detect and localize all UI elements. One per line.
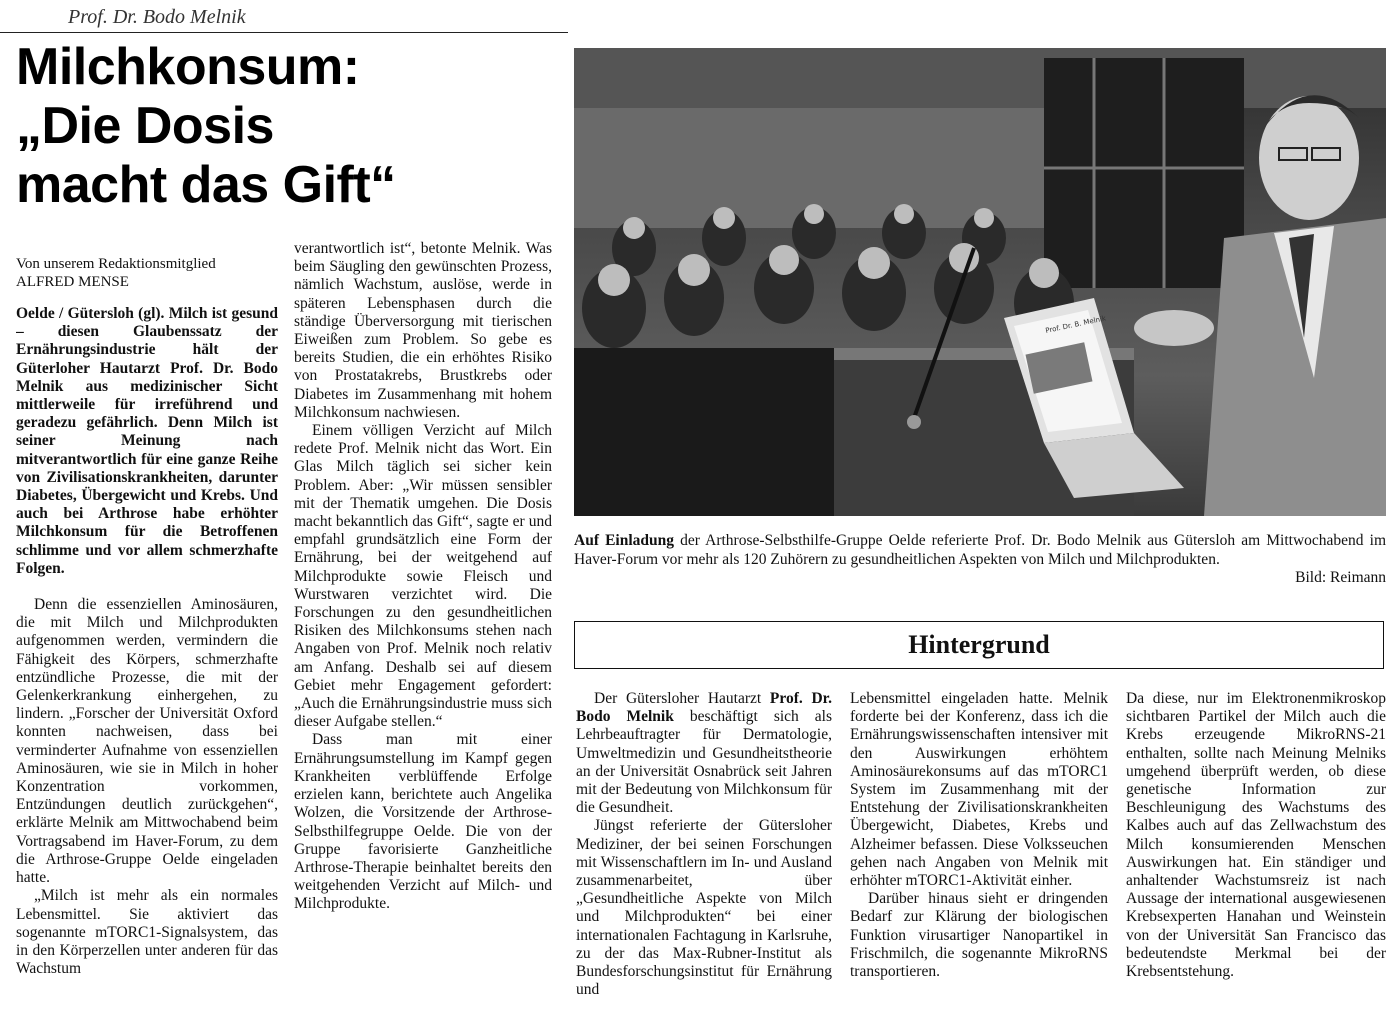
- article-column-1: [16, 305, 278, 1015]
- hintergrund-column-2: [850, 690, 1108, 1016]
- article-paragraph: Dass man mit einer Ernährungsumstellung im Kampf gegen Krankheiten verblüffende Erfolge erzielen kann, berichtete auch Angelika Wolzen, die Vorsitzende der Arthrose-Selbsthilfegruppe Oelde. Die von der Gruppe favorisierte Ganzheitliche Arthrose-Therapie beinhaltet bereits den weitgehenden Verzicht auf Milch- und Milchprodukte.: [294, 731, 552, 913]
- article-paragraph: verantwortlich ist“, betonte Melnik. Was beim Säugling den gewünschten Prozess, nämlich Wachstum, auslöse, werde in späteren Lebensphasen durch die ständige Überversorgung mit tierischen Eiweißen zum Problem. So gebe es bereits Studien, die ein erhöhtes Risiko von Prostatakrebs, Brustkrebs oder Diabetes im Zusammenhang mit hohem Milchkonsum nachwiesen.: [294, 240, 552, 421]
- hintergrund-title: Hintergrund: [574, 621, 1384, 669]
- headline: [16, 38, 564, 238]
- article-paragraph: „Milch ist mehr als ein normales Lebensmittel. Sie aktiviert das sogenannte mTORC1-Signalsystem, das in den Körperzellen unter anderen für das Wachstum: [16, 887, 278, 978]
- laptop-screen-text: Prof. Dr. B. Melnik: [1044, 314, 1107, 335]
- article-paragraph: Denn die essenziellen Aminosäuren, die mit Milch und Milchprodukten aufgenommen werden, vermindern die Fähigkeit des Körpers, schmerzhafte entzündliche Prozesse, die mit der Gelenkerkrankung einhergehen, zu lindern. „Forscher der Universität Oxford konnten nachweisen, dass bei verminderter Aufnahme von essenziellen Aminosäuren, wie sie in Milch in hoher Konzentration vorkommen, Entzündungen deutlich zurückgehen“, erklärte Melnik am Mittwochabend beim Vortragsabend im Haver-Forum, zu dem die Arthrose-Gruppe Oelde eingeladen hatte.: [16, 596, 278, 887]
- author-name: Prof. Dr. Bodo Melnik: [68, 6, 246, 28]
- headline-line-2: „Die Dosis: [16, 97, 274, 155]
- headline-line-3: macht das Gift“: [16, 156, 396, 214]
- header-rule: [0, 32, 568, 33]
- hintergrund-paragraph: Darüber hinaus sieht er dringenden Bedarf zur Klärung der biologischen Funktion virusartiger Nanopartikel in Frischmilch, die sogenannte MikroRNS transportieren.: [850, 890, 1108, 981]
- hintergrund-person: Prof. Dr. Bodo Melnik: [576, 690, 832, 726]
- hintergrund-paragraph: Da diese, nur im Elektronenmikroskop sichtbaren Partikel der Milch auch die Krebs erzeugende MikroRNS-21 enthalten, sollte nach Meinung Melniks umgehend überprüft werden, ob diese genetische Information zur Beschleunigung des Wachstums des Kalbes auch auf das Zellwachstum des Milch konsumierenden Menschen Auswirkungen hat. Ein ständiger und anhaltender Wachstumsreiz ist nach Aussage der international ausgewiesenen Krebsexperten Hanahan und Weinstein von der Universität San Francisco das bedeutendste Merkmal bei der Krebsentstehung.: [1126, 690, 1386, 981]
- hintergrund-column-3: [1126, 690, 1386, 1016]
- article-lead: Oelde / Gütersloh (gl). Milch ist gesund – diesen Glaubenssatz der Ernährungsindustrie hält der Güterloher Hautarzt Prof. Dr. Bodo Melnik aus medizinischer Sicht mittlerweile für irreführend und geradezu gefährlich. Denn Milch ist seiner Meinung nach mitverantwortlich für eine ganze Reihe von Zivilisationskrankheiten, darunter Diabetes, Übergewicht und Krebs. Und auch bei Arthrose habe erhöhter Milchkonsum für die Betroffenen schlimme und vor allem schmerzhafte Folgen.: [16, 305, 278, 577]
- headline-line-1: Milchkonsum:: [16, 38, 360, 96]
- hintergrund-paragraph: Jüngst referierte der Gütersloher Mediziner, der bei seinen Forschungen mit Wissenschaftlern im In- und Ausland zusammenarbeitet, über „Gesundheitliche Aspekte von Milch und Milchprodukten“ bei einer internationalen Fachtagung in Karlsruhe, zu der das Max-Rubner-Institut als Bundesforschungsinstitut für Ernährung und: [576, 817, 832, 999]
- hintergrund-intro-rest: beschäftigt sich als Lehrbeauftragter für Dermatologie, Umweltmedizin und Gesundheitstheorie an der Universität Osnabrück seit Jahren mit der Bedeutung von Milchkonsum für die Gesundheit.: [576, 708, 832, 817]
- photo-credit: Bild: Reimann: [1295, 569, 1386, 586]
- caption-text: der Arthrose-Selbsthilfe-Gruppe Oelde referierte Prof. Dr. Bodo Melnik aus Gütersloh am Mittwochabend im Haver-Forum vor mehr als 120 Zuhörern zu gesundheitlichen Aspekten von Milch und Milchprodukten.: [574, 532, 1386, 568]
- lecture-photo-illustration: [574, 48, 1386, 516]
- article-paragraph: Einem völligen Verzicht auf Milch redete Prof. Melnik nicht das Wort. Ein Glas Milch täglich sei sicher kein Problem. Aber: „Wir müssen sensibler mit der Thematik umgehen. Die Dosis macht bekanntlich das Gift“, sagte er und empfahl grundsätzlich eine Form der Ernährung, bei der weitgehend auf Milchprodukte sowie Fleisch und Wurstwaren verzichtet wird. Die Forschungen zu den gesundheitlichen Risiken des Milchkonsums stehen nach Angaben von Prof. Melnik noch relativ am Anfang. Deshalb sei auf diesem Gebiet mehr Engagement gefordert: „Auch die Ernährungsindustrie muss sich dieser Aufgabe stellen.“: [294, 422, 552, 731]
- hintergrund-paragraph: [576, 690, 832, 817]
- hintergrund-intro: Der Gütersloher Hautarzt: [594, 690, 770, 707]
- hintergrund-paragraph: Lebensmittel eingeladen hatte. Melnik forderte bei der Konferenz, dass ich die Ernährungswissenschaften intensiver mit den Auswirkungen erhöhtem Aminosäurekonsums auf das mTORC1 System im Zusammenhang mit der Entstehung der Zivilisationskrankheiten Übergewicht, Diabetes, Krebs und Alzheimer befassen. Diese Volksseuchen gehen nach Angaben von Melnik mit erhöhter mTORC1-Aktivität einher.: [850, 690, 1108, 890]
- byline-role: Von unserem Redaktionsmitglied: [16, 256, 216, 272]
- hintergrund-column-1: [576, 690, 832, 1016]
- byline: [16, 255, 284, 295]
- caption-lead: Auf Einladung: [574, 532, 675, 549]
- byline-author: ALFRED MENSE: [16, 274, 129, 290]
- article-column-2: [294, 240, 552, 1010]
- lecture-photo: [574, 48, 1386, 516]
